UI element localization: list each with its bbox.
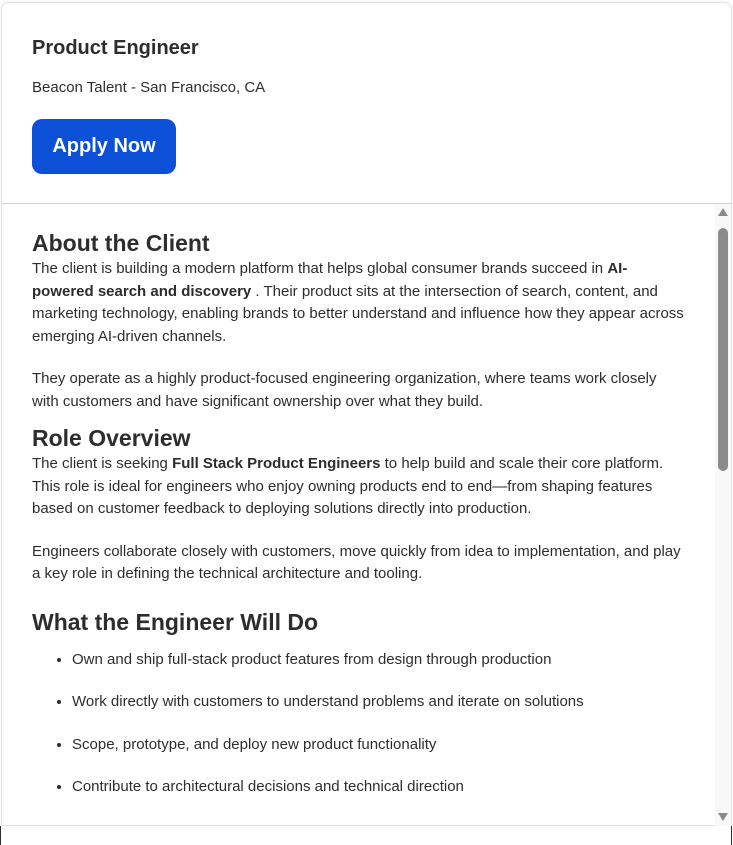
scrollbar-thumb[interactable] [718, 228, 728, 471]
list-item: • Own and ship full-stack product features from design through production [72, 649, 687, 672]
frame-edge-right [731, 826, 732, 845]
vertical-scrollbar[interactable] [715, 204, 731, 826]
role-p1-bold: Full Stack Product Engineers [172, 455, 381, 472]
role-p1-text-a: The client is seeking [32, 455, 173, 472]
list-item: • Work directly with customers to understand problems and iterate on solutions [72, 691, 687, 714]
section-heading-duties: What the Engineer Will Do [32, 608, 319, 635]
job-description [32, 228, 687, 819]
about-p1-bold: AI-powered search and discovery [32, 260, 628, 300]
apply-now-button[interactable]: Apply Now [32, 119, 176, 174]
role-paragraph-2: Engineers collaborate closely with customers, move quickly from idea to implementation, and play a key role in defining the technical architecture and tooling. [32, 542, 681, 582]
role-p1-text-b: to help build and scale their core platform. This role is ideal for engineers who enjoy owning products end to end—from shaping features based on customer feedback to deploying solutions directly into production. [32, 455, 664, 517]
role-paragraph-1 [32, 453, 687, 521]
section-heading-role: Role Overview [32, 425, 191, 451]
duties-list [32, 649, 687, 799]
frame-edge-left [0, 826, 1, 845]
scroll-down-arrow-icon[interactable] [718, 813, 728, 821]
scroll-up-arrow-icon[interactable] [718, 208, 728, 216]
job-header [1, 2, 732, 204]
list-item: • Contribute to architectural decisions and technical direction [72, 776, 687, 799]
about-paragraph-2: They operate as a highly product-focused engineering organization, where teams work closely with customers and have significant ownership over what they build. [32, 370, 657, 410]
job-description-panel[interactable] [1, 204, 732, 826]
section-heading-about: About the Client [32, 230, 210, 256]
company-location: Beacon Talent - San Francisco, CA [32, 79, 266, 96]
about-paragraph-1 [32, 258, 687, 348]
list-item: • Scope, prototype, and deploy new product functionality [72, 734, 687, 757]
job-title: Product Engineer [32, 37, 199, 59]
about-p1-text-a: The client is building a modern platform that helps global consumer brands succeed in [32, 260, 608, 277]
about-p1-text-b: . Their product sits at the intersection of search, content, and marketing technology, enabling brands to better understand and influence how they appear across emerging AI-driven channels. [32, 282, 684, 345]
